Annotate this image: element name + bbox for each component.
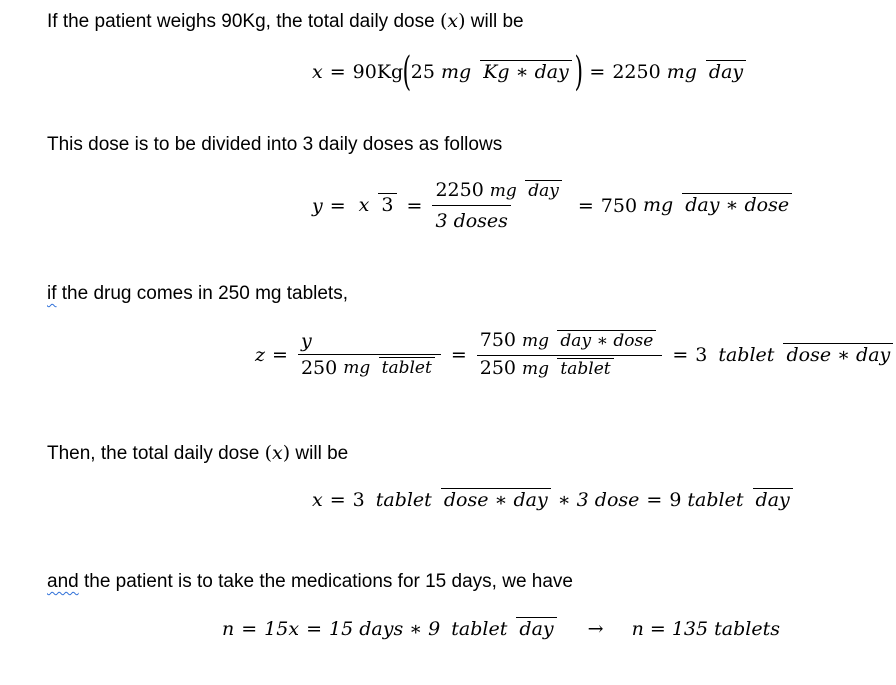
denominator: dose ∗ day [441, 488, 551, 511]
text-fragment: the drug comes in 250 mg tablets, [56, 283, 348, 304]
numerator: tablet [687, 489, 744, 511]
spellcheck-word: and [47, 571, 79, 592]
numerator: mg [522, 331, 550, 351]
text-line-5 [47, 570, 573, 594]
numerator: mg [440, 60, 472, 83]
numerator: tablet [718, 343, 775, 366]
equation-4 [312, 488, 796, 513]
math-value: 3 [352, 489, 365, 512]
denominator [298, 354, 441, 380]
compound-fraction [432, 180, 567, 232]
numerator: tablet [451, 618, 508, 640]
equation-5 [222, 617, 780, 642]
denominator: tablet [557, 358, 613, 379]
fraction [448, 617, 556, 642]
math-symbol: z [255, 344, 266, 367]
equals-sign: = [241, 618, 258, 641]
numerator: tablet [375, 489, 432, 511]
equals-sign: = [577, 194, 594, 217]
math-value: 750 [600, 194, 638, 217]
fraction [356, 193, 397, 218]
denominator: 3 [378, 193, 396, 216]
math-term: 15 days ∗ 9 [329, 618, 441, 641]
math-value: 3 [695, 344, 708, 367]
fraction [664, 60, 746, 85]
equals-sign: = [329, 194, 346, 217]
text-line-4 [47, 441, 348, 466]
arrow-icon: → [587, 618, 604, 641]
math-term: 15x [264, 618, 300, 641]
fraction [373, 488, 551, 513]
denominator: day [516, 617, 556, 640]
fraction [438, 60, 572, 85]
equals-sign: = [406, 194, 423, 217]
math-variable: (x) [264, 442, 291, 464]
compound-fraction [477, 330, 663, 381]
text-fragment: the patient is to take the medications for 15 days, we have [78, 571, 573, 592]
fraction [684, 488, 792, 513]
denominator: day [753, 488, 793, 511]
numerator [477, 330, 663, 355]
denominator: dose ∗ day [783, 343, 893, 366]
math-symbol: x [312, 489, 323, 512]
math-value: 750 [479, 329, 516, 352]
fraction [519, 358, 614, 381]
left-paren: ( [402, 49, 412, 95]
text-fragment: If the patient weighs 90Kg, the total daily dose [47, 11, 440, 32]
math-term: n = 135 tablets [631, 618, 780, 641]
fraction [340, 357, 435, 380]
denominator [477, 355, 663, 381]
fraction [715, 343, 893, 368]
math-value: 2250 [612, 61, 661, 83]
math-symbol: x [312, 61, 323, 83]
numerator: mg [522, 358, 550, 379]
denominator: day ∗ dose [557, 330, 656, 351]
denominator: day [525, 180, 562, 201]
equals-sign: = [272, 344, 288, 367]
numerator: mg [666, 60, 697, 83]
math-value: 9 [669, 489, 682, 512]
numerator: mg [343, 358, 371, 379]
text-line-2: This dose is to be divided into 3 daily doses as follows [47, 134, 503, 155]
numerator: x [358, 194, 370, 217]
fraction [487, 180, 562, 203]
text-fragment: will be [290, 443, 349, 464]
denominator: Kg ∗ day [480, 60, 572, 83]
math-symbol: y [312, 194, 323, 217]
math-symbol: n [222, 618, 235, 641]
equation-2 [312, 180, 795, 232]
equals-sign: = [329, 489, 346, 512]
math-term: ∗ 3 dose [557, 489, 640, 512]
text-line-1 [47, 9, 524, 34]
math-value: 250 [300, 356, 338, 379]
compound-fraction [298, 330, 441, 380]
spellcheck-word: if [47, 283, 57, 304]
equals-sign: = [306, 618, 322, 641]
numerator: y [300, 330, 312, 353]
denominator: day [706, 60, 746, 83]
math-value: 90Kg [352, 61, 404, 83]
equals-sign: = [589, 61, 606, 83]
numerator [432, 180, 567, 205]
equals-sign: = [672, 344, 689, 367]
equals-sign: = [329, 61, 346, 83]
equation-1 [312, 49, 749, 95]
numerator: mg [643, 194, 674, 217]
math-value: 2250 [435, 179, 484, 202]
numerator: mg [489, 181, 517, 201]
equation-3 [255, 330, 896, 381]
fraction [519, 330, 656, 353]
math-value: 25 [410, 61, 435, 83]
math-variable: (x) [439, 10, 466, 32]
denominator: tablet [379, 357, 435, 378]
equals-sign: = [450, 344, 467, 367]
right-paren: ) [574, 49, 583, 95]
text-line-3 [47, 282, 348, 306]
equals-sign: = [646, 489, 663, 512]
denominator: day ∗ dose [682, 193, 792, 216]
text-fragment: Then, the total daily dose [47, 443, 265, 464]
math-value: 250 [479, 357, 516, 380]
denominator: 3 doses [432, 205, 510, 232]
fraction [640, 193, 792, 218]
text-fragment: will be [465, 11, 524, 32]
